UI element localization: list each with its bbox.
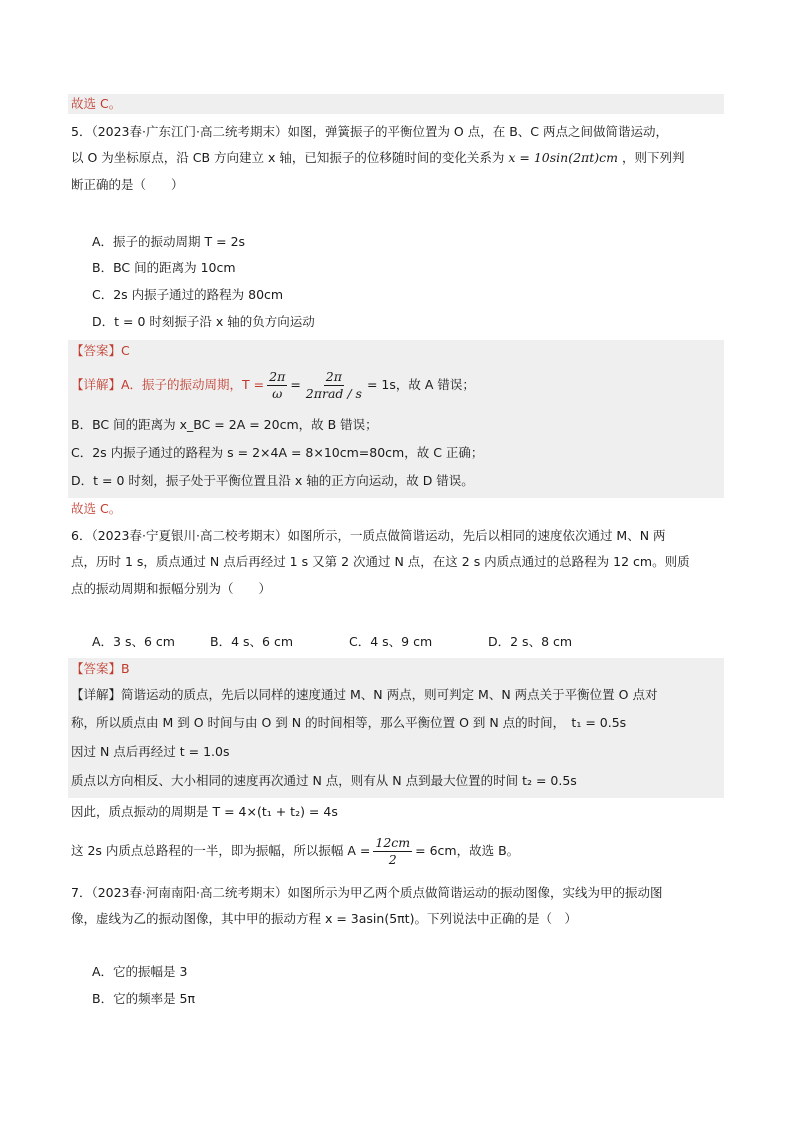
q7-option-a: A．它的振幅是 3 xyxy=(92,964,188,979)
q6-answer: 【答案】B xyxy=(71,661,130,676)
q6-detail-text-a: 这 2s 内质点总路程的一半，即为振幅，所以振幅 A = xyxy=(71,843,371,858)
q5-option-b: B．BC 间的距离为 10cm xyxy=(92,260,236,275)
q5-detail-prefix: 【详解】A．振子的振动周期，T = xyxy=(71,377,265,392)
q5-equals: = xyxy=(290,377,301,392)
q5-detail-period xyxy=(71,365,475,405)
q6-stem-line2: 点，历时 1 s，质点通过 N 点后再经过 1 s 又第 2 次通过 N 点，在这 2 s 内质点通过的总路程为 12 cm。则质 xyxy=(71,554,690,569)
q5-displacement-formula: x = 10sin(2πt)cm xyxy=(508,150,619,165)
q6-option-b: B．4 s、6 cm xyxy=(210,634,293,649)
q5-stem-text-b: ，则下列判 xyxy=(622,150,685,165)
q6-detail-line2: 称，所以质点由 M 到 O 时间与由 O 到 N 的时间相等，那么平衡位置 O 到 N 点的时间， t₁ = 0.5s xyxy=(71,715,627,730)
q5-option-a: A．振子的振动周期 T = 2s xyxy=(92,234,246,249)
q5-prev-conclusion: 故选 C。 xyxy=(71,96,122,111)
q6-detail-line3: 因过 N 点后再经过 t = 1.0s xyxy=(71,744,230,759)
q6-option-a: A．3 s、6 cm xyxy=(92,634,175,649)
q6-option-d: D．2 s、8 cm xyxy=(488,634,573,649)
q6-detail-line4: 质点以方向相反、大小相同的速度再次通过 N 点，则有从 N 点到最大位置的时间 t₂ = 0.5s xyxy=(71,773,577,788)
q5-detail-suffix: = 1s，故 A 错误； xyxy=(366,377,475,392)
q5-frac2-numerator: 2π xyxy=(325,368,342,384)
q5-stem-line3: 断正确的是（ ） xyxy=(71,177,184,192)
q5-stem-line1: 5．（2023春·广东江门·高二统考期末）如图，弹簧振子的平衡位置为 O 点，在 B、C 两点之间做简谐运动， xyxy=(71,124,668,139)
q6-amplitude-fraction xyxy=(373,835,412,868)
q5-detail-d: D．t = 0 时刻，振子处于平衡位置且沿 x 轴的正方向运动，故 D 错误。 xyxy=(71,473,474,488)
q6-detail-line1: 【详解】简谐运动的质点，先后以同样的速度通过 M、N 两点，则可判定 M、N 两点关于平衡位置 O 点对 xyxy=(71,687,658,702)
q6-stem-line3: 点的振动周期和振幅分别为（ ） xyxy=(71,581,272,596)
q5-conclusion: 故选 C。 xyxy=(71,501,122,516)
q5-option-d: D．t = 0 时刻振子沿 x 轴的负方向运动 xyxy=(92,314,315,329)
q6-detail-line6 xyxy=(71,831,519,871)
q7-stem-line1: 7．（2023春·河南南阳·高二统考期末）如图所示为甲乙两个质点做简谐运动的振动图像，实线为甲的振动图 xyxy=(71,885,663,900)
q5-frac2-denominator: 2πrad / s xyxy=(305,385,362,401)
q5-frac1-numerator: 2π xyxy=(269,368,286,384)
q7-option-b: B．它的频率是 5π xyxy=(92,991,196,1006)
q5-detail-c: C．2s 内振子通过的路程为 s = 2×4A = 8×10cm=80cm，故 C 正确； xyxy=(71,445,484,460)
q5-fraction-2 xyxy=(304,369,364,402)
q5-detail-b: B．BC 间的距离为 x_BC = 2A = 20cm，故 B 错误； xyxy=(71,417,378,432)
q6-detail-text-b: = 6cm，故选 B。 xyxy=(415,843,520,858)
q5-option-c: C．2s 内振子通过的路程为 80cm xyxy=(92,287,284,302)
q5-stem-text-a: 以 O 为坐标原点，沿 CB 方向建立 x 轴，已知振子的位移随时间的变化关系为 xyxy=(71,150,505,165)
q6-detail-line5: 因此，质点振动的周期是 T = 4×(t₁ + t₂) = 4s xyxy=(71,804,338,819)
q5-stem-line2 xyxy=(71,149,685,167)
q6-frac-numerator: 12cm xyxy=(375,834,411,850)
q6-frac-denominator: 2 xyxy=(388,851,397,867)
q5-answer: 【答案】C xyxy=(71,343,130,358)
q5-frac1-denominator: ω xyxy=(272,385,283,401)
q6-option-c: C．4 s、9 cm xyxy=(349,634,433,649)
q5-fraction-1 xyxy=(267,369,287,402)
q6-stem-line1: 6．（2023春·宁夏银川·高二校考期末）如图所示，一质点做简谐运动，先后以相同的速度依次通过 M、N 两 xyxy=(71,528,666,543)
q7-stem-line2: 像，虚线为乙的振动图像，其中甲的振动方程 x = 3asin(5πt)。下列说法中正确的是（ ） xyxy=(71,911,577,926)
answer-shade-top xyxy=(68,94,724,114)
